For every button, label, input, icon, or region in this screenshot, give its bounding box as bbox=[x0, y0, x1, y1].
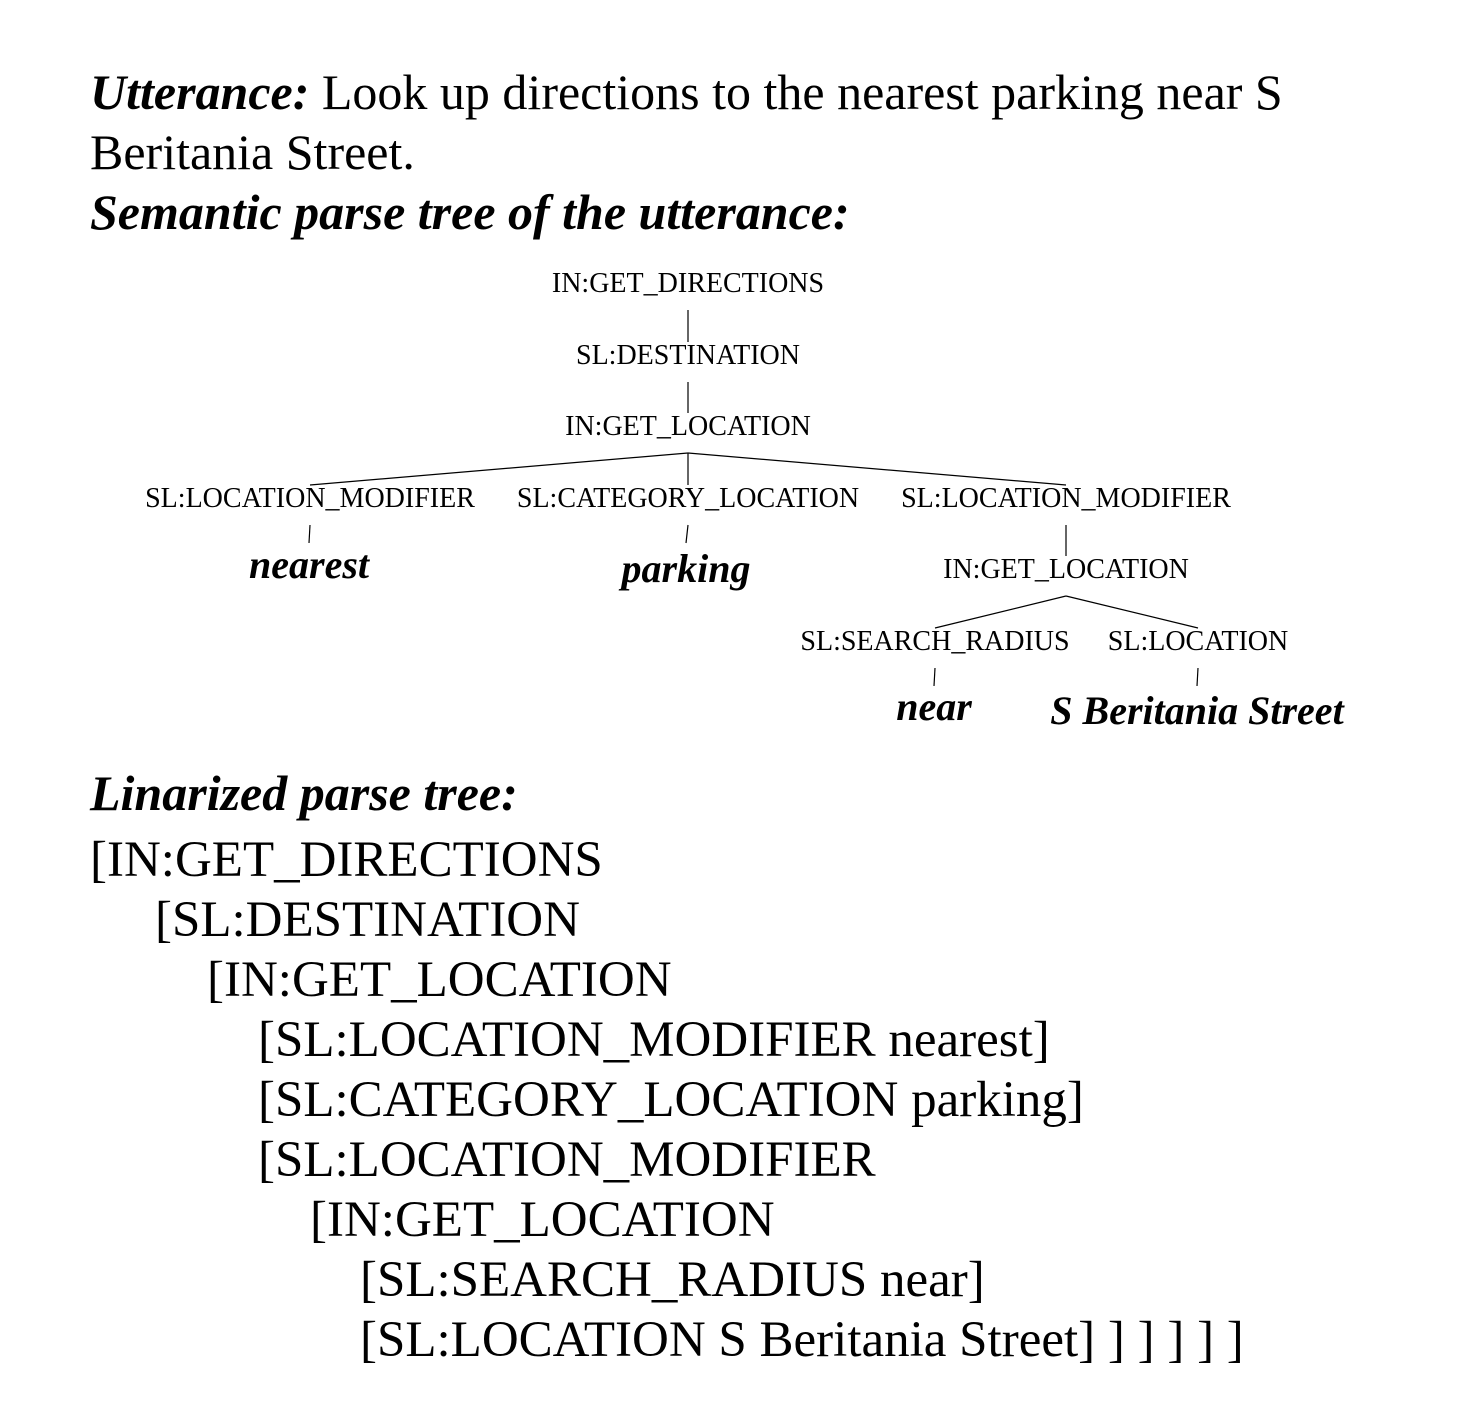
linearized-line: [SL:LOCATION_MODIFIER bbox=[258, 1132, 876, 1188]
tree-node: SL:LOCATION_MODIFIER bbox=[145, 483, 475, 514]
linearized-line: [IN:GET_LOCATION bbox=[207, 952, 672, 1008]
linearized-line: [SL:LOCATION_MODIFIER nearest] bbox=[258, 1012, 1050, 1068]
tree-leaf: nearest bbox=[249, 542, 369, 587]
utterance-text-1: Look up directions to the nearest parking near S bbox=[321, 64, 1283, 120]
tree-node: IN:GET_LOCATION bbox=[565, 411, 811, 442]
tree-node: IN:GET_LOCATION bbox=[943, 554, 1189, 585]
utterance-line-2: Beritania Street. bbox=[90, 124, 415, 180]
tree-node: SL:LOCATION bbox=[1107, 626, 1289, 657]
linearized-line: [SL:CATEGORY_LOCATION parking] bbox=[258, 1072, 1084, 1128]
tree-edge bbox=[1066, 596, 1198, 628]
linearized-line: [IN:GET_LOCATION bbox=[310, 1192, 775, 1248]
semantic-tree-heading: Semantic parse tree of the utterance: bbox=[90, 184, 850, 240]
tree-node: IN:GET_DIRECTIONS bbox=[551, 268, 825, 299]
tree-nodes bbox=[145, 268, 1345, 733]
linearized-line: [SL:LOCATION S Beritania Street] ] ] ] ] ] bbox=[360, 1312, 1244, 1368]
linearized-line: [SL:SEARCH_RADIUS near] bbox=[360, 1252, 985, 1308]
tree-node: SL:CATEGORY_LOCATION bbox=[516, 483, 860, 514]
tree-edge bbox=[1197, 668, 1198, 686]
tree-edge bbox=[310, 453, 688, 485]
tree-leaf: near bbox=[896, 684, 972, 729]
tree-edge bbox=[686, 525, 688, 543]
tree-node: SL:DESTINATION bbox=[576, 340, 800, 371]
tree-leaf: S Beritania Street bbox=[1050, 688, 1344, 733]
tree-node: SL:LOCATION_MODIFIER bbox=[901, 483, 1231, 514]
linearized-line: [IN:GET_DIRECTIONS bbox=[90, 832, 603, 888]
utterance-label: Utterance: bbox=[90, 64, 310, 120]
tree-edge bbox=[935, 596, 1066, 628]
tree-edge bbox=[688, 453, 1066, 485]
tree-edge bbox=[309, 525, 310, 543]
linearized-heading: Linarized parse tree: bbox=[90, 765, 518, 821]
tree-node: SL:SEARCH_RADIUS bbox=[800, 626, 1070, 657]
tree-leaf: parking bbox=[621, 546, 751, 591]
linearized-line: [SL:DESTINATION bbox=[155, 892, 580, 948]
